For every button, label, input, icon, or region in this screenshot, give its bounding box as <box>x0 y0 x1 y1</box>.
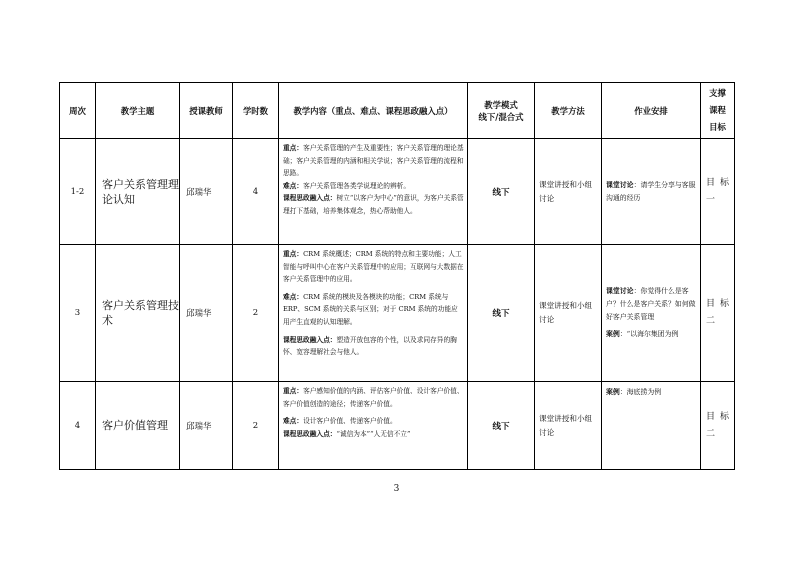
header-goal <box>701 83 735 139</box>
key-point-text: 客户关系管理的产生及重要性；客户关系管理的理论基础；客户关系管理的内涵和相关学说；客户关系管理的流程和思路。 <box>283 144 464 178</box>
homework-item <box>606 179 696 205</box>
ideology-label: 课程思政融入点： <box>283 335 337 344</box>
ideology-label: 课程思政融入点： <box>283 194 337 203</box>
difficulty-text: 设计客户价值、传递客户价值。 <box>303 417 397 426</box>
topic-cell: 客户关系管理理论认知 <box>96 139 180 245</box>
homework-item <box>606 386 696 399</box>
content-cell <box>279 139 468 245</box>
content-cell <box>279 382 468 470</box>
homework-label: 课堂讨论 <box>606 287 634 295</box>
key-point <box>283 385 464 410</box>
difficulty-label: 难点： <box>283 181 304 190</box>
header-row <box>60 83 735 139</box>
homework-text: ：海底捞为例 <box>619 388 662 396</box>
mode-cell: 线下 <box>468 139 535 245</box>
homework-cell <box>602 382 701 470</box>
difficulty-label: 难点： <box>283 292 304 301</box>
mode-cell: 线下 <box>468 382 535 470</box>
header-week: 周次 <box>60 83 96 139</box>
teacher-cell: 邱瑞华 <box>180 139 233 245</box>
header-hours: 学时数 <box>233 83 279 139</box>
key-point <box>283 248 464 286</box>
key-point-label: 重点： <box>283 250 304 258</box>
homework-text: ：你觉得什么是客户？什么是客户关系？如何做好客户关系管理 <box>606 287 696 321</box>
homework-label: 案例 <box>606 330 620 338</box>
method-cell: 课堂讲授和小组讨论 <box>535 139 602 245</box>
difficulty <box>283 180 464 193</box>
header-goal-line3: 目标 <box>709 122 726 132</box>
ideology-point <box>283 428 464 441</box>
week-cell: 4 <box>60 382 96 470</box>
homework-text: ：请学生分享与客服沟通的经历 <box>606 180 696 202</box>
table-row <box>60 382 735 470</box>
hours-cell: 4 <box>233 139 279 245</box>
teacher-cell: 邱瑞华 <box>180 382 233 470</box>
table-row <box>60 245 735 382</box>
table-row <box>60 139 735 245</box>
homework-label: 课堂讨论 <box>606 180 634 189</box>
header-mode <box>468 83 535 139</box>
ideology-text: 塑造开放包容的个性，以及求同存异的胸怀、宽容理解社会与他人。 <box>283 335 457 357</box>
goal-cell: 目标一 <box>701 139 735 245</box>
topic-cell: 客户关系管理技术 <box>96 245 180 382</box>
mode-cell: 线下 <box>468 245 535 382</box>
week-cell: 1-2 <box>60 139 96 245</box>
homework-cell <box>602 139 701 245</box>
difficulty <box>283 291 464 329</box>
hours-cell: 2 <box>233 382 279 470</box>
homework-label: 案例 <box>606 388 620 396</box>
homework-text: ：“以海尔集团为例 <box>619 330 679 338</box>
key-point-label: 重点： <box>283 144 304 152</box>
teacher-cell: 邱瑞华 <box>180 245 233 382</box>
method-cell: 课堂讲授和小组讨论 <box>535 382 602 470</box>
header-goal-line1: 支撑 <box>709 88 726 98</box>
topic-cell: 客户价值管理 <box>96 382 180 470</box>
key-point <box>283 142 464 180</box>
header-method: 教学方法 <box>535 83 602 139</box>
header-topic: 教学主题 <box>96 83 180 139</box>
week-cell: 3 <box>60 245 96 382</box>
difficulty-text: CRM 系统的模块及各模块的功能；CRM 系统与 ERP、SCM 系统的关系与区别；对于 CRM 系统的功能应用产生直观的认知理解。 <box>283 292 458 326</box>
ideology-text: 树立“以客户为中心”的意识，为客户关系管理打下基础，培养集体观念，热心帮助他人。 <box>283 194 464 215</box>
key-point-label: 重点： <box>283 387 304 395</box>
hours-cell: 2 <box>233 245 279 382</box>
homework-item <box>606 328 696 341</box>
key-point-text: 客户感知价值的内涵、评估客户价值、设计客户价值、客户价值创造的途径；传递客户价值。 <box>283 387 464 408</box>
page-number: 3 <box>393 484 400 494</box>
header-goal-line2: 课程 <box>709 105 726 115</box>
goal-cell: 目标二 <box>701 245 735 382</box>
key-point-text: CRM 系统概述；CRM 系统的特点和主要功能；人工智能与呼叫中心在客户关系管理中的应用；互联网与大数据在客户关系管理中的应用。 <box>283 250 464 284</box>
header-mode-line2: 线下/混合式 <box>478 111 524 122</box>
method-cell: 课堂讲授和小组讨论 <box>535 245 602 382</box>
content-cell <box>279 245 468 382</box>
difficulty-text: 客户关系管理各类学说理论的辨析。 <box>303 181 411 190</box>
header-homework: 作业安排 <box>602 83 701 139</box>
ideology-point <box>283 334 464 359</box>
homework-item <box>606 285 696 324</box>
ideology-text: “诚信为本”“人无信不立” <box>336 429 411 438</box>
teaching-schedule-table <box>59 82 735 470</box>
difficulty-label: 难点： <box>283 417 304 426</box>
goal-cell: 目标二 <box>701 382 735 470</box>
homework-cell <box>602 245 701 382</box>
ideology-point <box>283 192 464 217</box>
header-content: 教学内容（重点、难点、课程思政融入点） <box>279 83 468 139</box>
difficulty <box>283 415 464 428</box>
header-mode-line1: 教学模式 <box>484 99 518 110</box>
header-teacher: 授课教师 <box>180 83 233 139</box>
ideology-label: 课程思政融入点： <box>283 429 337 438</box>
